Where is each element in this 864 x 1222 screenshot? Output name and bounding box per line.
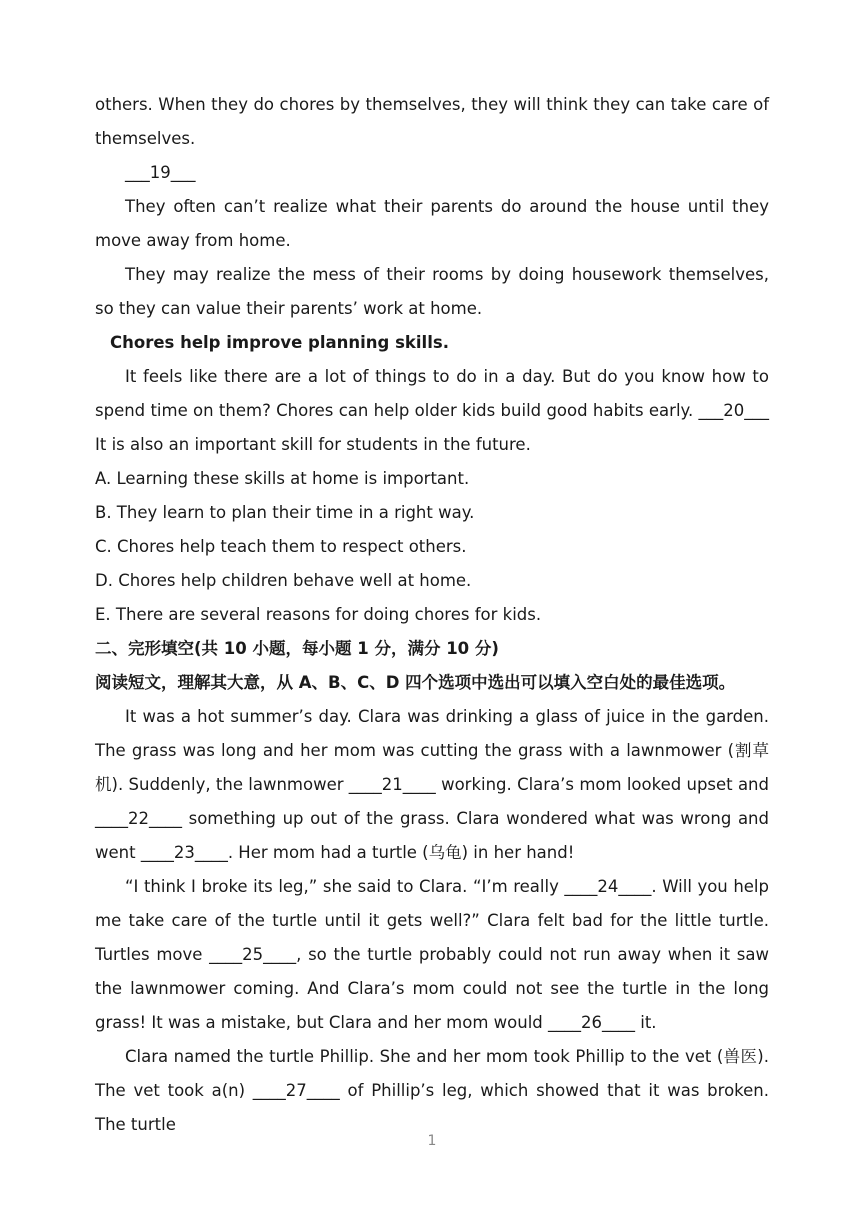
- story-paragraph-2: “I think I broke its leg,” she said to Clara. “I’m really ____24____. Will you help me take care of the turtle until it gets well?” Clara felt bad for the little turtle. Turtles move ____25____, so the turtle probably could not run away when it saw the lawnmower coming. And Clara’s mom could not see the turtle in the long grass! It was a mistake, but Clara and her mom would ____26____ it.: [95, 877, 769, 1032]
- option-a: A. Learning these skills at home is important.: [95, 469, 470, 488]
- story-paragraph-1: It was a hot summer’s day. Clara was drinking a glass of juice in the garden. The grass was long and her mom was cutting the grass with a lawnmower (割草机). Suddenly, the lawnmower ____21____ working. Clara’s mom looked upset and ____22____ something up out of the grass. Clara wondered what was wrong and went ____23____. Her mom had a turtle (乌龟) in her hand!: [95, 707, 769, 862]
- paragraph-continued: others. When they do chores by themselves, they will think they can take care of themselves.: [95, 95, 769, 148]
- option-e: E. There are several reasons for doing chores for kids.: [95, 605, 542, 624]
- section-2-instruction: 阅读短文，理解其大意，从 A、B、C、D 四个选项中选出可以填入空白处的最佳选项。: [95, 673, 736, 692]
- option-c: C. Chores help teach them to respect others.: [95, 537, 467, 556]
- options-list: [95, 462, 769, 632]
- heading-planning-skills: Chores help improve planning skills.: [110, 333, 449, 352]
- story-paragraph-3: Clara named the turtle Phillip. She and her mom took Phillip to the vet (兽医). The vet took a(n) ____27____ of Phillip’s leg, which showed that it was broken. The turtle: [95, 1047, 769, 1134]
- page-number: 1: [427, 1133, 437, 1149]
- option-d: D. Chores help children behave well at home.: [95, 571, 472, 590]
- section-2-title: 二、完形填空(共 10 小题，每小题 1 分，满分 10 分): [95, 639, 499, 658]
- paragraph-planning: It feels like there are a lot of things to do in a day. But do you know how to spend time on them? Chores can help older kids build good habits early. ___20___ It is also an important skill for students in the future.: [95, 367, 769, 454]
- paragraph-mess: They may realize the mess of their rooms by doing housework themselves, so they can value their parents’ work at home.: [95, 265, 769, 318]
- document-page: [95, 88, 769, 1142]
- paragraph-realize: They often can’t realize what their parents do around the house until they move away from home.: [95, 197, 769, 250]
- option-b: B. They learn to plan their time in a right way.: [95, 503, 475, 522]
- blank-19: ___19___: [125, 163, 196, 182]
